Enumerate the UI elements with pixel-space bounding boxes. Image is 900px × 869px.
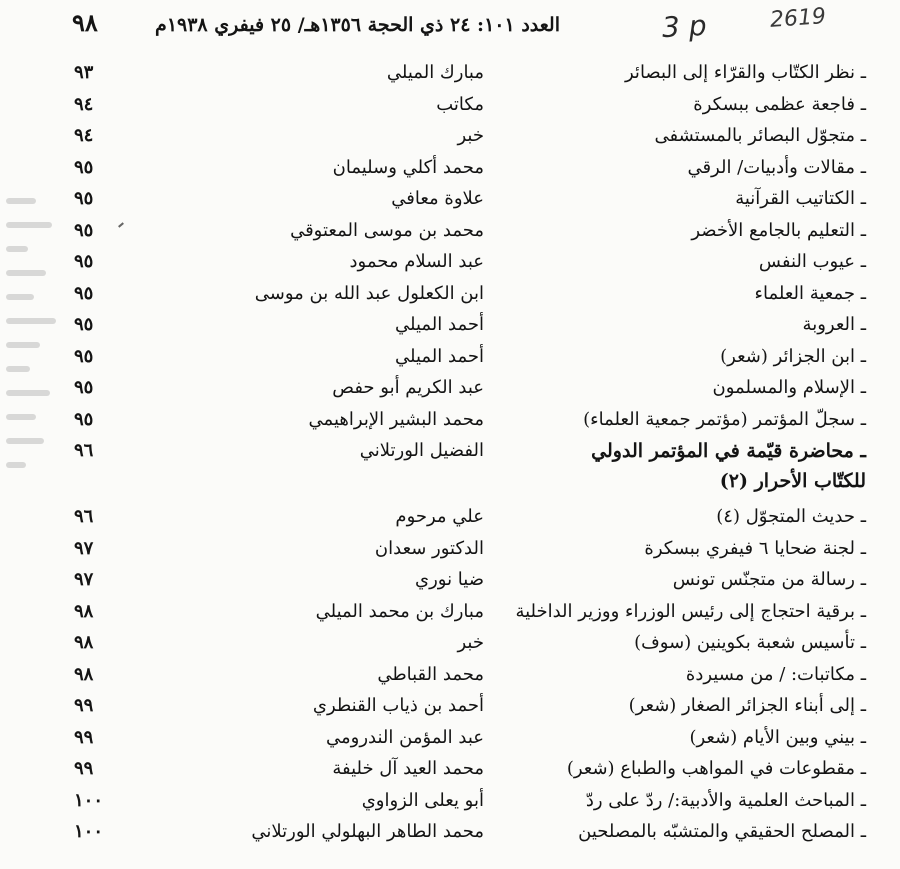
entry-title: ـ التعليم بالجامع الأخضر	[691, 219, 866, 241]
entry-page: ٩٥	[74, 408, 94, 430]
handwritten-number: 2619	[769, 4, 827, 33]
entry-page: ٩٥	[74, 377, 94, 398]
list-item	[0, 86, 900, 118]
entry-page: ٩٦	[74, 440, 94, 461]
entry-author: أحمد بن ذياب القنطري	[312, 695, 484, 716]
entry-author: عبد المؤمن الندرومي	[326, 726, 484, 748]
entry-title: ـ تأسيس شعبة بكوينين (سوف)	[634, 632, 866, 653]
entry-page: ٩٤	[74, 125, 94, 146]
handwritten-code: 3 p	[661, 8, 708, 45]
entry-author: أحمد الميلي	[395, 345, 484, 367]
entry-author: الدكتور سعدان	[374, 537, 484, 559]
entry-page: ٩٣	[74, 62, 94, 83]
list-item	[0, 719, 900, 751]
entry-title: ـ فاجعة عظمى ببسكرة	[693, 93, 866, 115]
list-item	[0, 149, 900, 181]
entry-page: ٩٩	[74, 758, 94, 779]
entry-title: ـ مقالات وأدبيات/ الرقي	[687, 156, 866, 178]
entry-title: ـ جمعية العلماء	[754, 282, 866, 304]
entry-page: ١٠٠	[74, 821, 104, 842]
list-item	[0, 656, 900, 688]
entry-title: ـ ابن الجزائر (شعر)	[720, 345, 866, 367]
entry-author: مكاتب	[436, 93, 484, 115]
entry-page: ٩٧	[74, 569, 94, 590]
list-item	[0, 813, 900, 845]
contents-list	[0, 54, 900, 845]
entry-title: ـ رسالة من متجنّس تونس	[672, 569, 866, 590]
entry-page: ٩٥	[74, 156, 94, 178]
entry-title: ـ برقية احتجاج إلى رئيس الوزراء ووزير الداخلية	[515, 600, 866, 622]
list-item	[0, 624, 900, 656]
issue-line: العدد ١٠١: ٢٤ ذي الحجة ١٣٥٦هـ/ ٢٥ فيفري ١٩٣٨م	[155, 14, 560, 36]
list-item	[0, 593, 900, 625]
entry-page: ٩٩	[74, 726, 94, 748]
list-item	[0, 369, 900, 401]
entry-author: مبارك الميلي	[386, 62, 484, 83]
entry-title: ـ سجلّ المؤتمر (مؤتمر جمعية العلماء)	[583, 408, 866, 430]
entry-author: الفضيل الورتلاني	[359, 440, 484, 461]
entry-author: محمد البشير الإبراهيمي	[308, 408, 484, 430]
entry-title: ـ المباحث العلمية والأدبية:/ ردّ على ردّ	[585, 789, 866, 811]
entry-author: أحمد الميلي	[395, 314, 484, 335]
entry-author: ضيا نوري	[414, 569, 484, 590]
entry-title: ـ الإسلام والمسلمون	[712, 377, 866, 398]
list-item	[0, 243, 900, 275]
entry-page: ٩٦	[74, 506, 94, 527]
entry-page: ٩٥	[74, 219, 94, 241]
entry-author: مبارك بن محمد الميلي	[315, 600, 484, 622]
entry-title: ـ الكتاتيب القرآنية	[735, 188, 866, 209]
entry-page: ٩٧	[74, 537, 94, 559]
list-item	[0, 750, 900, 782]
entry-title: ـ حديث المتجوّل (٤)	[716, 506, 866, 527]
list-item	[0, 212, 900, 244]
entry-author: عبد الكريم أبو حفص	[332, 377, 484, 398]
entry-author: خبر	[457, 125, 484, 146]
entry-title: ـ لجنة ضحايا ٦ فيفري ببسكرة	[644, 537, 866, 559]
entry-page: ٩٨	[74, 663, 94, 685]
entry-page: ٩٩	[74, 695, 94, 716]
entry-page: ٩٥	[74, 282, 94, 304]
entry-page: ٩٤	[74, 93, 94, 115]
entry-title: ـ إلى أبناء الجزائر الصغار (شعر)	[628, 695, 866, 716]
list-item	[0, 782, 900, 814]
list-item	[0, 432, 900, 498]
entry-author: علاوة معافي	[391, 188, 484, 209]
page-number: ٩٨	[72, 8, 98, 37]
entry-page: ٩٥	[74, 251, 94, 272]
entry-title: ـ متجوّل البصائر بالمستشفى	[654, 125, 866, 146]
entry-author: محمد بن موسى المعتوقي	[290, 219, 484, 241]
list-item	[0, 401, 900, 433]
entry-page: ٩٨	[74, 600, 94, 622]
entry-title: ـ العروبة	[802, 314, 866, 335]
list-item	[0, 338, 900, 370]
entry-page: ٩٥	[74, 345, 94, 367]
entry-author: أبو يعلى الزواوي	[361, 789, 484, 811]
entry-page: ٩٥	[74, 314, 94, 335]
entry-page: ٩٥	[74, 188, 94, 209]
entry-author: عبد السلام محمود	[349, 251, 484, 272]
list-item	[0, 306, 900, 338]
entry-author: ابن الكعلول عبد الله بن موسى	[254, 282, 484, 304]
list-item	[0, 54, 900, 86]
entry-title: ـ نظر الكتّاب والقرّاء إلى البصائر	[625, 62, 866, 83]
list-item	[0, 687, 900, 719]
entry-author: علي مرحوم	[395, 506, 484, 527]
entry-title: ـ عيوب النفس	[758, 251, 866, 272]
list-item	[0, 275, 900, 307]
entry-title: ـ محاضرة قيّمة في المؤتمر الدولي للكتّاب الأحرار (٢)	[591, 440, 866, 492]
page-header	[0, 6, 900, 46]
entry-author: محمد العيد آل خليفة	[332, 758, 484, 779]
entry-page: ٩٨	[74, 632, 94, 653]
list-item	[0, 561, 900, 593]
list-item	[0, 180, 900, 212]
entry-title: ـ مكاتبات: / من مسيردة	[685, 663, 866, 685]
entry-author: خبر	[457, 632, 484, 653]
list-item	[0, 117, 900, 149]
entry-page: ١٠٠	[74, 789, 104, 811]
entry-author: محمد القباطي	[377, 663, 484, 685]
list-item	[0, 530, 900, 562]
entry-title: ـ المصلح الحقيقي والمتشبّه بالمصلحين	[578, 821, 866, 842]
entry-author: محمد أكلي وسليمان	[332, 156, 484, 178]
entry-title: ـ مقطوعات في المواهب والطباع (شعر)	[566, 758, 866, 779]
entry-title: ـ بيني وبين الأيام (شعر)	[689, 726, 866, 748]
list-item	[0, 498, 900, 530]
entry-author: محمد الطاهر البهلولي الورتلاني	[251, 821, 484, 842]
